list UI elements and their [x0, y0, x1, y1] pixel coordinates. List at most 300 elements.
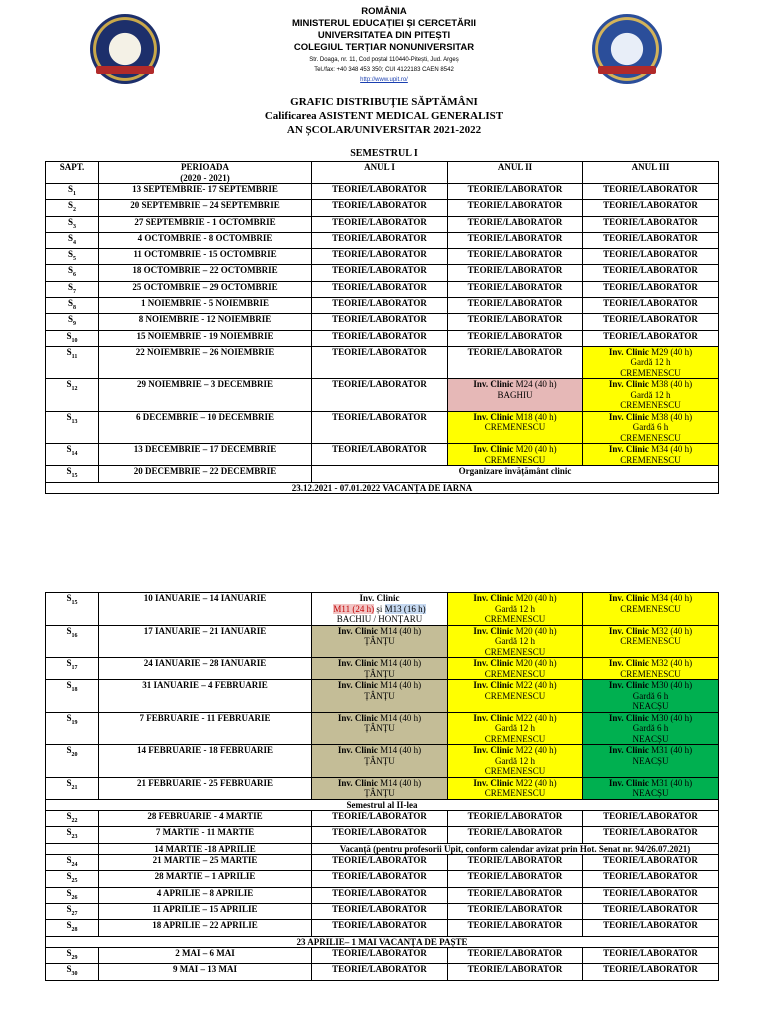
- clinic-cell: [448, 625, 583, 658]
- clinic-line: Gardă 12 h: [630, 357, 671, 368]
- theory-lab-cell: TEORIE/LABORATOR: [448, 920, 583, 936]
- period-cell: 20 SEPTEMBRIE – 24 SEPTEMBRIE: [99, 200, 312, 216]
- clinic-line: Inv. Clinic M29 (40 h): [608, 346, 693, 357]
- clinic-line: NEACȘU: [632, 733, 669, 744]
- header-row: [46, 162, 719, 184]
- header-address: Str. Doaga, nr. 11, Cod poștal 110440-Pitești, Jud. Argeș: [309, 57, 459, 63]
- table-row: [46, 625, 719, 658]
- clinic-cell: [448, 379, 583, 412]
- column-header-period: PERIOADA (2020 - 2021): [99, 162, 312, 184]
- clinic-line: Inv. Clinic M18 (40 h): [473, 411, 557, 422]
- period-cell: 22 NOIEMBRIE – 26 NOIEMBRIE: [99, 346, 312, 379]
- table-row: [46, 184, 719, 200]
- period-cell: 9 MAI – 13 MAI: [99, 964, 312, 980]
- theory-lab-cell: TEORIE/LABORATOR: [583, 920, 719, 936]
- clinic-label: Inv. Clinic: [337, 777, 378, 788]
- theory-lab-cell: TEORIE/LABORATOR: [583, 871, 719, 887]
- clinic-line: Inv. Clinic M38 (40 h): [608, 379, 693, 390]
- table-row: [46, 466, 719, 482]
- theory-lab-cell: TEORIE/LABORATOR: [312, 281, 448, 297]
- clinic-label: Inv. Clinic: [608, 658, 649, 668]
- period-cell: 28 FEBRUARIE - 4 MARTIE: [99, 811, 312, 827]
- document-title: GRAFIC DISTRIBUȚIE SĂPTĂMÂNI: [290, 96, 478, 108]
- header-phone: Tel./fax: +40 348 453 350; CUI 4122183 CAEN 8542: [314, 67, 454, 73]
- header-college: COLEGIUL TERȚIAR NONUNIVERSITAR: [293, 42, 475, 53]
- merged-note-cell: Organizare învățământ clinic: [312, 466, 719, 482]
- clinic-line: CREMENESCU: [484, 766, 546, 776]
- period-cell: 7 MARTIE - 11 MARTIE: [99, 827, 312, 843]
- clinic-line: Gardă 12 h: [630, 389, 671, 400]
- table-row: [46, 871, 719, 887]
- clinic-line: CREMENESCU: [620, 636, 681, 646]
- table-row: [46, 964, 719, 980]
- clinic-line: CREMENESCU: [620, 432, 681, 443]
- clinic-line: Gardă 12 h: [495, 603, 535, 614]
- easter-break-row: [46, 936, 719, 948]
- theory-lab-cell: TEORIE/LABORATOR: [448, 249, 583, 265]
- clinic-line: CREMENESCU: [620, 603, 681, 614]
- theory-lab-cell: TEORIE/LABORATOR: [448, 855, 583, 871]
- theory-lab-cell: TEORIE/LABORATOR: [583, 298, 719, 314]
- table-row: [46, 811, 719, 827]
- week-number: $S_3$: [46, 216, 99, 232]
- period-cell: 1 NOIEMBRIE - 5 NOIEMBRIE: [99, 298, 312, 314]
- week-number: $S_9$: [46, 314, 99, 330]
- schedule-table-semester-1: [45, 161, 719, 494]
- clinic-label: Inv. Clinic: [337, 712, 378, 723]
- clinic-cell: [312, 625, 448, 658]
- period-cell: 4 OCTOMBRIE - 8 OCTOMBRIE: [99, 232, 312, 248]
- clinic-line: CREMENESCU: [484, 454, 546, 465]
- table-row: [46, 346, 719, 379]
- clinic-label: Inv. Clinic: [608, 745, 649, 755]
- period-cell: 14 MARTIE -18 APRILIE: [99, 843, 312, 855]
- theory-lab-cell: TEORIE/LABORATOR: [448, 281, 583, 297]
- table-row: [46, 314, 719, 330]
- clinic-label: Inv. Clinic: [473, 658, 514, 668]
- theory-lab-cell: TEORIE/LABORATOR: [312, 827, 448, 843]
- theory-lab-cell: TEORIE/LABORATOR: [312, 249, 448, 265]
- clinic-line: ȚÂNȚU: [364, 788, 395, 798]
- week-number: $S_{24}$: [46, 855, 99, 871]
- module-m11: M11 (24 h): [333, 603, 375, 614]
- theory-lab-cell: TEORIE/LABORATOR: [312, 887, 448, 903]
- week-number: $S_{21}$: [46, 777, 99, 799]
- clinic-line: Inv. Clinic M30 (40 h): [608, 680, 693, 690]
- clinic-line: CREMENESCU: [484, 422, 546, 433]
- week-number: $S_{13}$: [46, 411, 99, 444]
- week-number: [46, 843, 99, 855]
- clinic-line: Inv. Clinic M22 (40 h): [473, 680, 557, 690]
- clinic-line: CREMENESCU: [620, 668, 681, 679]
- clinic-label: Inv. Clinic: [608, 444, 649, 455]
- week-number: $S_{27}$: [46, 903, 99, 919]
- clinic-cell: [312, 777, 448, 799]
- clinic-cell: [448, 658, 583, 680]
- theory-lab-cell: TEORIE/LABORATOR: [448, 346, 583, 379]
- theory-lab-cell: TEORIE/LABORATOR: [312, 314, 448, 330]
- week-number: $S_{17}$: [46, 658, 99, 680]
- theory-lab-cell: TEORIE/LABORATOR: [583, 827, 719, 843]
- college-logo-icon: [90, 14, 160, 84]
- clinic-line: Inv. Clinic M22 (40 h): [473, 712, 557, 723]
- academic-year-line: AN ȘCOLAR/UNIVERSITAR 2021-2022: [286, 124, 482, 136]
- clinic-label: Inv. Clinic: [608, 625, 649, 636]
- semester-2-label-row-cell: Semestrul al II-lea: [46, 799, 719, 811]
- clinic-cell: [312, 745, 448, 778]
- table-row: [46, 903, 719, 919]
- theory-lab-cell: TEORIE/LABORATOR: [312, 444, 448, 466]
- table-row: [46, 948, 719, 964]
- clinic-cell: [312, 680, 448, 713]
- theory-lab-cell: TEORIE/LABORATOR: [312, 411, 448, 444]
- clinic-cell: [312, 712, 448, 745]
- clinic-label: Inv. Clinic: [337, 680, 378, 690]
- week-number: $S_4$: [46, 232, 99, 248]
- week-number: $S_{30}$: [46, 964, 99, 980]
- clinic-line: Inv. Clinic M31 (40 h): [608, 777, 693, 788]
- week-number: $S_6$: [46, 265, 99, 281]
- table-row: [46, 593, 719, 626]
- theory-lab-cell: TEORIE/LABORATOR: [583, 200, 719, 216]
- period-cell: 11 APRILIE – 15 APRILIE: [99, 903, 312, 919]
- table-row: [46, 827, 719, 843]
- week-number: $S_{26}$: [46, 887, 99, 903]
- theory-lab-cell: TEORIE/LABORATOR: [448, 200, 583, 216]
- clinic-cell: [583, 379, 719, 412]
- theory-lab-cell: TEORIE/LABORATOR: [312, 330, 448, 346]
- table-row: [46, 200, 719, 216]
- clinic-line: NEACȘU: [632, 701, 669, 711]
- theory-lab-cell: TEORIE/LABORATOR: [583, 265, 719, 281]
- winter-break-row-cell: 23.12.2021 - 07.01.2022 VACANȚA DE IARNA: [46, 482, 719, 494]
- period-cell: 15 NOIEMBRIE - 19 NOIEMBRIE: [99, 330, 312, 346]
- period-cell: 27 SEPTEMBRIE - 1 OCTOMBRIE: [99, 216, 312, 232]
- theory-lab-cell: TEORIE/LABORATOR: [312, 184, 448, 200]
- theory-lab-cell: TEORIE/LABORATOR: [312, 232, 448, 248]
- theory-lab-cell: TEORIE/LABORATOR: [312, 379, 448, 412]
- theory-lab-cell: TEORIE/LABORATOR: [583, 887, 719, 903]
- clinic-line: NEACȘU: [632, 788, 669, 798]
- theory-lab-cell: TEORIE/LABORATOR: [312, 265, 448, 281]
- table-row: [46, 887, 719, 903]
- clinic-line: Inv. Clinic M24 (40 h): [473, 379, 557, 390]
- period-cell: 18 APRILIE – 22 APRILIE: [99, 920, 312, 936]
- clinic-line: CREMENESCU: [620, 454, 681, 465]
- table-row: [46, 745, 719, 778]
- clinic-line: Inv. Clinic M34 (40 h): [608, 593, 693, 603]
- clinic-line: Gardă 12 h: [495, 636, 535, 646]
- theory-lab-cell: TEORIE/LABORATOR: [583, 249, 719, 265]
- clinic-label: Inv. Clinic: [473, 593, 514, 603]
- clinic-label: Inv. Clinic: [337, 745, 378, 755]
- theory-lab-cell: TEORIE/LABORATOR: [583, 281, 719, 297]
- clinic-line: Inv. Clinic M20 (40 h): [473, 658, 557, 668]
- clinic-cell: [583, 593, 719, 626]
- winter-break-row: [46, 482, 719, 494]
- theory-lab-cell: TEORIE/LABORATOR: [448, 184, 583, 200]
- theory-lab-cell: TEORIE/LABORATOR: [312, 346, 448, 379]
- theory-lab-cell: TEORIE/LABORATOR: [583, 855, 719, 871]
- clinic-line: Inv. Clinic M14 (40 h): [337, 777, 422, 788]
- clinic-line: Inv. Clinic M14 (40 h): [337, 658, 422, 668]
- week-number: $S_{25}$: [46, 871, 99, 887]
- clinic-cell: [583, 411, 719, 444]
- header-country: ROMÂNIA: [361, 6, 407, 17]
- clinic-line: NEACȘU: [632, 755, 669, 766]
- week-number: $S_{19}$: [46, 712, 99, 745]
- column-header-year1: ANUL I: [312, 162, 448, 184]
- clinic-cell: [583, 777, 719, 799]
- table-row: [46, 920, 719, 936]
- clinic-line: ȚÂNȚU: [364, 755, 395, 766]
- clinic-label: Inv. Clinic: [473, 777, 514, 788]
- clinic-line: CREMENESCU: [484, 614, 546, 624]
- clinic-cell: [583, 346, 719, 379]
- table-row: [46, 249, 719, 265]
- theory-lab-cell: TEORIE/LABORATOR: [312, 216, 448, 232]
- theory-lab-cell: TEORIE/LABORATOR: [448, 811, 583, 827]
- clinic-line: CREMENESCU: [620, 400, 681, 411]
- clinic-line: Inv. Clinic M20 (40 h): [473, 593, 557, 603]
- clinic-line: [314, 593, 445, 604]
- period-cell: 21 FEBRUARIE - 25 FEBRUARIE: [99, 777, 312, 799]
- period-cell: 28 MARTIE – 1 APRILIE: [99, 871, 312, 887]
- week-number: $S_{18}$: [46, 680, 99, 713]
- theory-lab-cell: TEORIE/LABORATOR: [583, 811, 719, 827]
- clinic-line: BACHIU / HONȚARU: [336, 614, 423, 624]
- theory-lab-cell: TEORIE/LABORATOR: [583, 964, 719, 980]
- theory-lab-cell: TEORIE/LABORATOR: [583, 184, 719, 200]
- week-number: $S_{15}$: [46, 466, 99, 482]
- table-row: [46, 658, 719, 680]
- university-seal-icon: [592, 14, 662, 84]
- week-number: $S_{28}$: [46, 920, 99, 936]
- week-number: $S_{11}$: [46, 346, 99, 379]
- clinic-cell: [312, 593, 448, 626]
- column-header-week: SAPT.: [46, 162, 99, 184]
- period-cell: 24 IANUARIE – 28 IANUARIE: [99, 658, 312, 680]
- theory-lab-cell: TEORIE/LABORATOR: [312, 871, 448, 887]
- theory-lab-cell: TEORIE/LABORATOR: [583, 216, 719, 232]
- theory-lab-cell: TEORIE/LABORATOR: [448, 330, 583, 346]
- theory-lab-cell: TEORIE/LABORATOR: [448, 964, 583, 980]
- schedule-table-semester-2: [45, 592, 719, 981]
- header-website-link[interactable]: http://www.upit.ro/: [360, 77, 408, 83]
- clinic-line: Inv. Clinic M31 (40 h): [608, 745, 693, 755]
- clinic-label: Inv. Clinic: [473, 625, 514, 636]
- clinic-line: Inv. Clinic M22 (40 h): [473, 777, 557, 788]
- clinic-line: M11 (24 h) și M13 (16 h): [333, 603, 426, 614]
- week-number: $S_{20}$: [46, 745, 99, 778]
- column-header-year2: ANUL II: [448, 162, 583, 184]
- table-row: [46, 777, 719, 799]
- week-number: $S_{12}$: [46, 379, 99, 412]
- clinic-line: ȚÂNȚU: [364, 723, 395, 733]
- period-cell: 14 FEBRUARIE - 18 FEBRUARIE: [99, 745, 312, 778]
- theory-lab-cell: TEORIE/LABORATOR: [448, 298, 583, 314]
- table-row: [46, 330, 719, 346]
- period-cell: 25 OCTOMBRIE – 29 OCTOMBRIE: [99, 281, 312, 297]
- clinic-label: Inv. Clinic: [473, 411, 514, 422]
- theory-lab-cell: TEORIE/LABORATOR: [448, 314, 583, 330]
- clinic-label: Inv. Clinic: [608, 379, 649, 390]
- clinic-label: Inv. Clinic: [473, 712, 514, 723]
- period-cell: 20 DECEMBRIE – 22 DECEMBRIE: [99, 466, 312, 482]
- clinic-label: Inv. Clinic: [608, 593, 649, 603]
- clinic-line: CREMENESCU: [484, 788, 546, 798]
- clinic-label: Inv. Clinic: [473, 444, 514, 455]
- clinic-line: Gardă 12 h: [495, 755, 535, 766]
- period-cell: 8 NOIEMBRIE - 12 NOIEMBRIE: [99, 314, 312, 330]
- clinic-label: Inv. Clinic: [608, 712, 649, 723]
- table-row: [46, 712, 719, 745]
- week-number: $S_{14}$: [46, 444, 99, 466]
- theory-lab-cell: TEORIE/LABORATOR: [583, 314, 719, 330]
- clinic-line: Inv. Clinic M32 (40 h): [608, 658, 693, 668]
- clinic-cell: [583, 680, 719, 713]
- theory-lab-cell: TEORIE/LABORATOR: [448, 232, 583, 248]
- theory-lab-cell: TEORIE/LABORATOR: [448, 903, 583, 919]
- clinic-label: Inv. Clinic: [473, 379, 514, 390]
- theory-lab-cell: TEORIE/LABORATOR: [312, 298, 448, 314]
- clinic-cell: [583, 658, 719, 680]
- week-number: $S_{16}$: [46, 625, 99, 658]
- theory-lab-cell: TEORIE/LABORATOR: [312, 811, 448, 827]
- clinic-cell: [448, 411, 583, 444]
- theory-lab-cell: TEORIE/LABORATOR: [312, 964, 448, 980]
- clinic-line: Inv. Clinic M14 (40 h): [337, 745, 422, 755]
- clinic-cell: [448, 777, 583, 799]
- semester-heading: SEMESTRUL I: [350, 148, 418, 159]
- week-number: $S_{29}$: [46, 948, 99, 964]
- clinic-cell: [583, 712, 719, 745]
- theory-lab-cell: TEORIE/LABORATOR: [448, 887, 583, 903]
- clinic-cell: [448, 680, 583, 713]
- clinic-line: ȚÂNȚU: [364, 690, 395, 701]
- theory-lab-cell: TEORIE/LABORATOR: [448, 871, 583, 887]
- clinic-line: CREMENESCU: [484, 690, 546, 701]
- clinic-line: Inv. Clinic M38 (40 h): [608, 411, 693, 422]
- clinic-line: Gardă 12 h: [495, 723, 535, 733]
- column-header-year3: ANUL III: [583, 162, 719, 184]
- table-row: [46, 216, 719, 232]
- week-number: $S_8$: [46, 298, 99, 314]
- table-row: [46, 281, 719, 297]
- clinic-line: CREMENESCU: [484, 668, 546, 679]
- period-cell: 31 IANUARIE – 4 FEBRUARIE: [99, 680, 312, 713]
- period-cell: 17 IANUARIE – 21 IANUARIE: [99, 625, 312, 658]
- period-cell: 21 MARTIE – 25 MARTIE: [99, 855, 312, 871]
- period-cell: 2 MAI – 6 MAI: [99, 948, 312, 964]
- clinic-label: Inv. Clinic: [337, 625, 378, 636]
- clinic-line: CREMENESCU: [484, 733, 546, 744]
- week-number: $S_5$: [46, 249, 99, 265]
- module-m13: M13 (16 h): [384, 603, 426, 614]
- week-number: $S_1$: [46, 184, 99, 200]
- clinic-line: Inv. Clinic M30 (40 h): [608, 712, 693, 723]
- clinic-label: Inv. Clinic: [473, 680, 514, 690]
- clinic-cell: [583, 625, 719, 658]
- theory-lab-cell: TEORIE/LABORATOR: [312, 903, 448, 919]
- theory-lab-cell: TEORIE/LABORATOR: [583, 903, 719, 919]
- period-cell: 11 OCTOMBRIE - 15 OCTOMBRIE: [99, 249, 312, 265]
- clinic-label: Inv. Clinic: [359, 593, 400, 603]
- week-number: $S_{15}$: [46, 593, 99, 626]
- clinic-line: Inv. Clinic M14 (40 h): [337, 712, 422, 723]
- clinic-line: CREMENESCU: [484, 646, 546, 657]
- theory-lab-cell: TEORIE/LABORATOR: [448, 216, 583, 232]
- table-row: [46, 411, 719, 444]
- clinic-label: Inv. Clinic: [608, 680, 649, 690]
- clinic-cell: [448, 745, 583, 778]
- clinic-line: BAGHIU: [497, 389, 533, 400]
- clinic-line: Gardă 6 h: [632, 422, 669, 433]
- header-university: UNIVERSITATEA DIN PITEȘTI: [317, 30, 451, 41]
- document-header: [0, 0, 768, 92]
- period-cell: 7 FEBRUARIE - 11 FEBRUARIE: [99, 712, 312, 745]
- table-row: [46, 855, 719, 871]
- theory-lab-cell: TEORIE/LABORATOR: [312, 855, 448, 871]
- theory-lab-cell: TEORIE/LABORATOR: [312, 948, 448, 964]
- theory-lab-cell: TEORIE/LABORATOR: [583, 330, 719, 346]
- clinic-line: Inv. Clinic M14 (40 h): [337, 625, 422, 636]
- clinic-cell: [448, 712, 583, 745]
- clinic-line: Inv. Clinic M34 (40 h): [608, 444, 693, 455]
- period-cell: 4 APRILIE – 8 APRILIE: [99, 887, 312, 903]
- header-ministry: MINISTERUL EDUCAȚIEI ȘI CERCETĂRII: [291, 18, 477, 29]
- clinic-cell: [448, 593, 583, 626]
- period-cell: 6 DECEMBRIE – 10 DECEMBRIE: [99, 411, 312, 444]
- week-number: $S_7$: [46, 281, 99, 297]
- table-row: [46, 444, 719, 466]
- week-number: $S_2$: [46, 200, 99, 216]
- table-row: [46, 680, 719, 713]
- table-row: [46, 298, 719, 314]
- period-cell: 10 IANUARIE – 14 IANUARIE: [99, 593, 312, 626]
- clinic-line: ȚÂNȚU: [364, 668, 395, 679]
- week-number: $S_{22}$: [46, 811, 99, 827]
- clinic-cell: [583, 745, 719, 778]
- clinic-line: CREMENESCU: [620, 367, 681, 378]
- theory-lab-cell: TEORIE/LABORATOR: [448, 827, 583, 843]
- theory-lab-cell: TEORIE/LABORATOR: [583, 948, 719, 964]
- clinic-line: Inv. Clinic M14 (40 h): [337, 680, 422, 690]
- clinic-cell: [448, 444, 583, 466]
- clinic-line: Gardă 6 h: [632, 690, 669, 701]
- clinic-label: Inv. Clinic: [608, 346, 649, 357]
- clinic-cell: [583, 444, 719, 466]
- week-number: $S_{10}$: [46, 330, 99, 346]
- theory-lab-cell: TEORIE/LABORATOR: [312, 200, 448, 216]
- clinic-label: Inv. Clinic: [608, 411, 649, 422]
- qualification-line: Calificarea ASISTENT MEDICAL GENERALIST: [264, 110, 504, 122]
- clinic-line: Gardă 6 h: [632, 723, 669, 733]
- theory-lab-cell: TEORIE/LABORATOR: [583, 232, 719, 248]
- period-cell: 13 DECEMBRIE – 17 DECEMBRIE: [99, 444, 312, 466]
- clinic-line: Inv. Clinic M22 (40 h): [473, 745, 557, 755]
- table-row: [46, 379, 719, 412]
- semester-2-label-row: [46, 799, 719, 811]
- table-row: [46, 232, 719, 248]
- clinic-line: Inv. Clinic M32 (40 h): [608, 625, 693, 636]
- clinic-line: ȚÂNȚU: [364, 636, 395, 646]
- clinic-label: Inv. Clinic: [473, 745, 514, 755]
- period-cell: 18 OCTOMBRIE – 22 OCTOMBRIE: [99, 265, 312, 281]
- clinic-line: Inv. Clinic M20 (40 h): [473, 625, 557, 636]
- week-number: $S_{23}$: [46, 827, 99, 843]
- period-cell: 13 SEPTEMBRIE- 17 SEPTEMBRIE: [99, 184, 312, 200]
